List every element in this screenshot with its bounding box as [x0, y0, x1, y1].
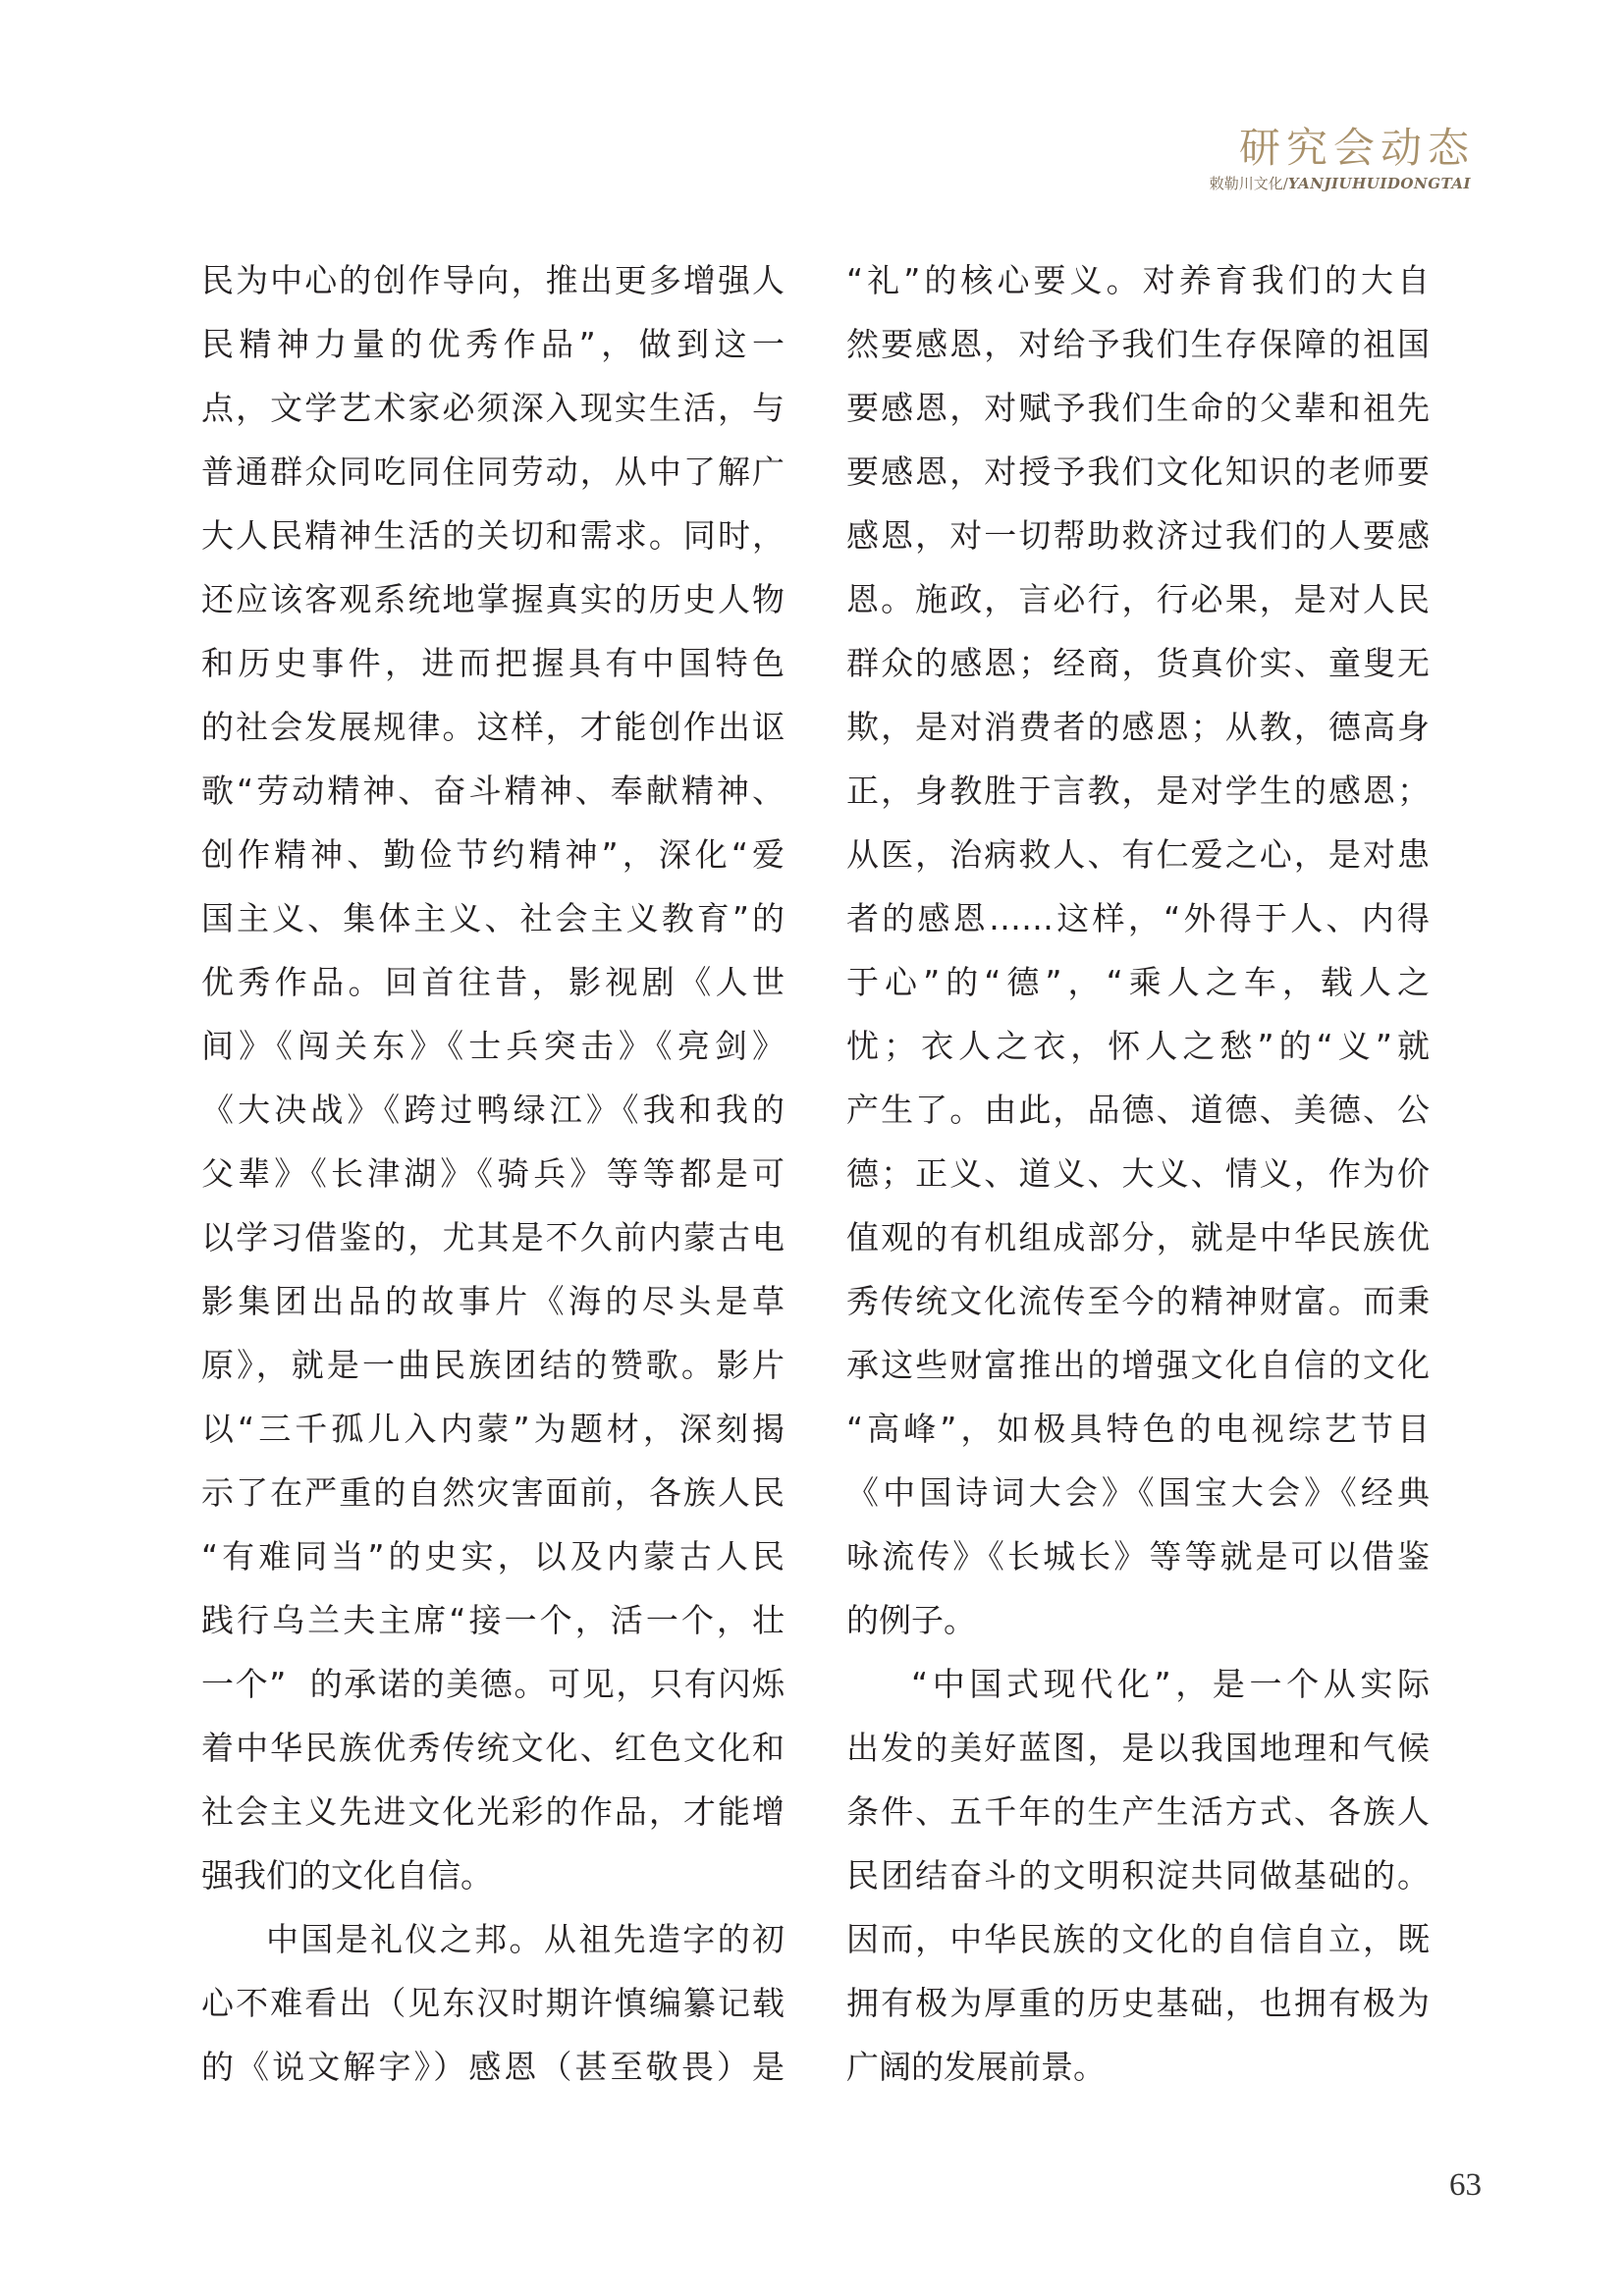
text-line: 的《说文解字》）感恩（甚至敬畏）是 [201, 2048, 785, 2086]
text-line: 要感恩，对赋予我们生命的父辈和祖先 [846, 389, 1430, 427]
text-line: 因而，中华民族的文化的自信自立，既 [846, 1920, 1430, 1958]
section-subtitle-en: YANJIUHUIDONGTAI [1287, 175, 1471, 192]
text-line: 点，文学艺术家必须深入现实生活，与 [201, 389, 785, 427]
text-line: 于心”的“德”，“乘人之车，载人之 [846, 963, 1430, 1001]
text-line: 以学习借鉴的，尤其是不久前内蒙古电 [201, 1218, 785, 1256]
text-line: 群众的感恩；经商，货真价实、童叟无 [846, 644, 1430, 682]
right-text-column [846, 248, 1430, 2099]
text-line: “中国式现代化”，是一个从实际 [911, 1665, 1430, 1703]
text-line: 产生了。由此，品德、道德、美德、公 [846, 1091, 1430, 1129]
text-line: 社会主义先进文化光彩的作品，才能增 [201, 1792, 785, 1831]
left-text-column [201, 248, 785, 2099]
text-line: 广阔的发展前景。 [846, 2048, 1106, 2086]
text-line: 以“三千孤儿入内蒙”为题材，深刻揭 [201, 1410, 785, 1448]
text-line: 和历史事件，进而把握具有中国特色 [201, 644, 785, 682]
text-line: 着中华民族优秀传统文化、红色文化和 [201, 1729, 785, 1767]
text-line: 大人民精神生活的关切和需求。同时， [201, 516, 785, 555]
text-line: 咏流传》《长城长》等等就是可以借鉴 [846, 1537, 1430, 1575]
text-line: “高峰”，如极具特色的电视综艺节目 [846, 1410, 1430, 1448]
section-subtitle-separator: / [1282, 175, 1288, 192]
text-line: 出发的美好蓝图，是以我国地理和气候 [846, 1729, 1430, 1767]
text-line: 还应该客观系统地掌握真实的历史人物 [201, 580, 785, 618]
text-line: 忧；衣人之衣，怀人之愁”的“义”就 [846, 1027, 1430, 1065]
text-line: 原》，就是一曲民族团结的赞歌。影片 [201, 1346, 785, 1384]
section-subtitle-cn: 敕勒川文化 [1209, 175, 1283, 192]
text-line: 父辈》《长津湖》《骑兵》等等都是可 [201, 1154, 785, 1193]
page-number: 63 [1449, 2167, 1482, 2203]
text-line: 优秀作品。回首往昔，影视剧《人世 [201, 963, 785, 1001]
text-line: 然要感恩，对给予我们生存保障的祖国 [846, 325, 1430, 363]
text-line: 间》《闯关东》《士兵突击》《亮剑》 [201, 1027, 785, 1065]
text-line: 欺，是对消费者的感恩；从教，德高身 [846, 708, 1430, 746]
text-line: 影集团出品的故事片《海的尽头是草 [201, 1282, 785, 1320]
section-subtitle [1210, 173, 1471, 193]
text-line: 歌“劳动精神、奋斗精神、奉献精神、 [201, 772, 785, 810]
text-line: 普通群众同吃同住同劳动，从中了解广 [201, 453, 785, 491]
text-line: 拥有极为厚重的历史基础，也拥有极为 [846, 1984, 1430, 2022]
text-line: “礼”的核心要义。对养育我们的大自 [846, 261, 1430, 299]
text-line: 国主义、集体主义、社会主义教育”的 [201, 899, 785, 937]
text-line: 秀传统文化流传至今的精神财富。而秉 [846, 1282, 1430, 1320]
section-title: 研究会动态 [1238, 124, 1475, 172]
text-line: 示了在严重的自然灾害面前，各族人民 [201, 1473, 785, 1512]
text-line: 民团结奋斗的文明积淀共同做基础的。 [846, 1856, 1430, 1895]
text-line: 要感恩，对授予我们文化知识的老师要 [846, 453, 1430, 491]
text-line: 心不难看出（见东汉时期许慎编纂记载 [201, 1984, 785, 2022]
text-line: 条件、五千年的生产生活方式、各族人 [846, 1792, 1430, 1831]
text-line: 中国是礼仪之邦。从祖先造字的初 [266, 1920, 785, 1958]
text-line: 者的感恩……这样，“外得于人、内得 [846, 899, 1430, 937]
text-line: “有难同当”的史实，以及内蒙古人民 [201, 1537, 785, 1575]
text-line: 践行乌兰夫主席“接一个，活一个，壮 [201, 1601, 785, 1639]
text-line: 创作精神、勤俭节约精神”，深化“爱 [201, 835, 785, 874]
text-line: 承这些财富推出的增强文化自信的文化 [846, 1346, 1430, 1384]
text-line: 的社会发展规律。这样，才能创作出讴 [201, 708, 785, 746]
text-line: 感恩，对一切帮助救济过我们的人要感 [846, 516, 1430, 555]
text-line: 正，身教胜于言教，是对学生的感恩； [846, 772, 1430, 810]
text-line: 民精神力量的优秀作品”，做到这一 [201, 325, 785, 363]
text-line: 《大决战》《跨过鸭绿江》《我和我的 [201, 1091, 785, 1129]
text-line: 的例子。 [846, 1601, 976, 1639]
text-line: 从医，治病救人、有仁爱之心，是对患 [846, 835, 1430, 874]
text-line: 一个” 的承诺的美德。可见，只有闪烁 [201, 1665, 785, 1703]
text-line: 恩。施政，言必行，行必果，是对人民 [846, 580, 1430, 618]
text-line: 《中国诗词大会》《国宝大会》《经典 [846, 1473, 1430, 1512]
text-line: 民为中心的创作导向，推出更多增强人 [201, 261, 785, 299]
text-line: 值观的有机组成部分，就是中华民族优 [846, 1218, 1430, 1256]
text-line: 强我们的文化自信。 [201, 1856, 493, 1895]
text-line: 德；正义、道义、大义、情义，作为价 [846, 1154, 1430, 1193]
